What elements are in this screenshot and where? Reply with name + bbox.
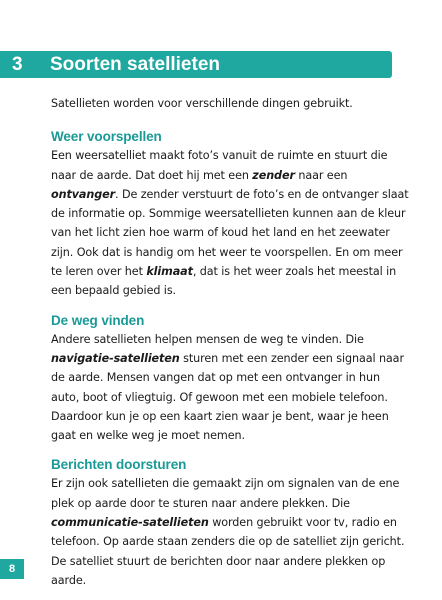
section-berichten-doorsturen xyxy=(51,455,411,590)
section-weer-voorspellen xyxy=(51,127,411,300)
section-paragraph xyxy=(51,146,411,300)
text-run: Er zijn ook satellieten die gemaakt zijn om signalen van de ene plek op aarde door te sturen naar andere plekken. Die xyxy=(51,477,400,510)
intro-paragraph: Satellieten worden voor verschillende dingen gebruikt. xyxy=(51,97,353,110)
chapter-number: 3 xyxy=(12,54,23,75)
section-heading: Berichten doorsturen xyxy=(51,457,187,473)
section-paragraph xyxy=(51,474,411,590)
chapter-header xyxy=(0,51,392,78)
text-run: naar een xyxy=(294,168,348,182)
keyword-communicatie-satellieten: communicatie-satellieten xyxy=(51,516,209,530)
page-number: 8 xyxy=(0,559,24,579)
text-run: sturen met een zender een signaal naar de aarde. Mensen vangen dat op met een ontvanger in hun auto, boot of vliegtuig. Of gewoon met een mobiele telefoon. Daardoor kun je op een kaart zien waar je bent, waar je heen gaat en welke weg je moet nemen. xyxy=(51,351,404,443)
text-run: Een weersatelliet maakt foto’s vanuit de ruimte en stuurt die naar de aarde. Dat doet hij met een xyxy=(51,149,388,182)
section-paragraph xyxy=(51,330,411,446)
text-run: , dat is het weer zoals het meestal in een bepaald gebied is. xyxy=(51,265,397,298)
section-heading: De weg vinden xyxy=(51,312,145,328)
section-heading: Weer voorspellen xyxy=(51,129,162,145)
section-de-weg-vinden xyxy=(51,311,411,446)
text-run: . De zender verstuurt de foto’s en de ontvanger slaat de informatie op. Sommige weersatellieten kunnen aan de kleur van het licht zien hoe warm of koud het land en het zeewater zijn. Ook dat is handig om het weer te voorspellen. En om meer te leren over het xyxy=(51,187,409,279)
text-run: worden gebruikt voor tv, radio en telefoon. Op aarde staan zenders die op de satelliet zijn gericht. De satelliet stuurt de berichten door naar andere plekken op aarde. xyxy=(51,516,405,587)
keyword-klimaat: klimaat xyxy=(146,265,193,279)
chapter-title: Soorten satellieten xyxy=(50,54,220,75)
page-content xyxy=(51,94,411,600)
keyword-navigatie-satellieten: navigatie-satellieten xyxy=(51,351,180,365)
text-run: Andere satellieten helpen mensen de weg te vinden. Die xyxy=(51,332,364,346)
keyword-ontvanger: ontvanger xyxy=(51,187,116,201)
keyword-zender: zender xyxy=(252,168,295,182)
